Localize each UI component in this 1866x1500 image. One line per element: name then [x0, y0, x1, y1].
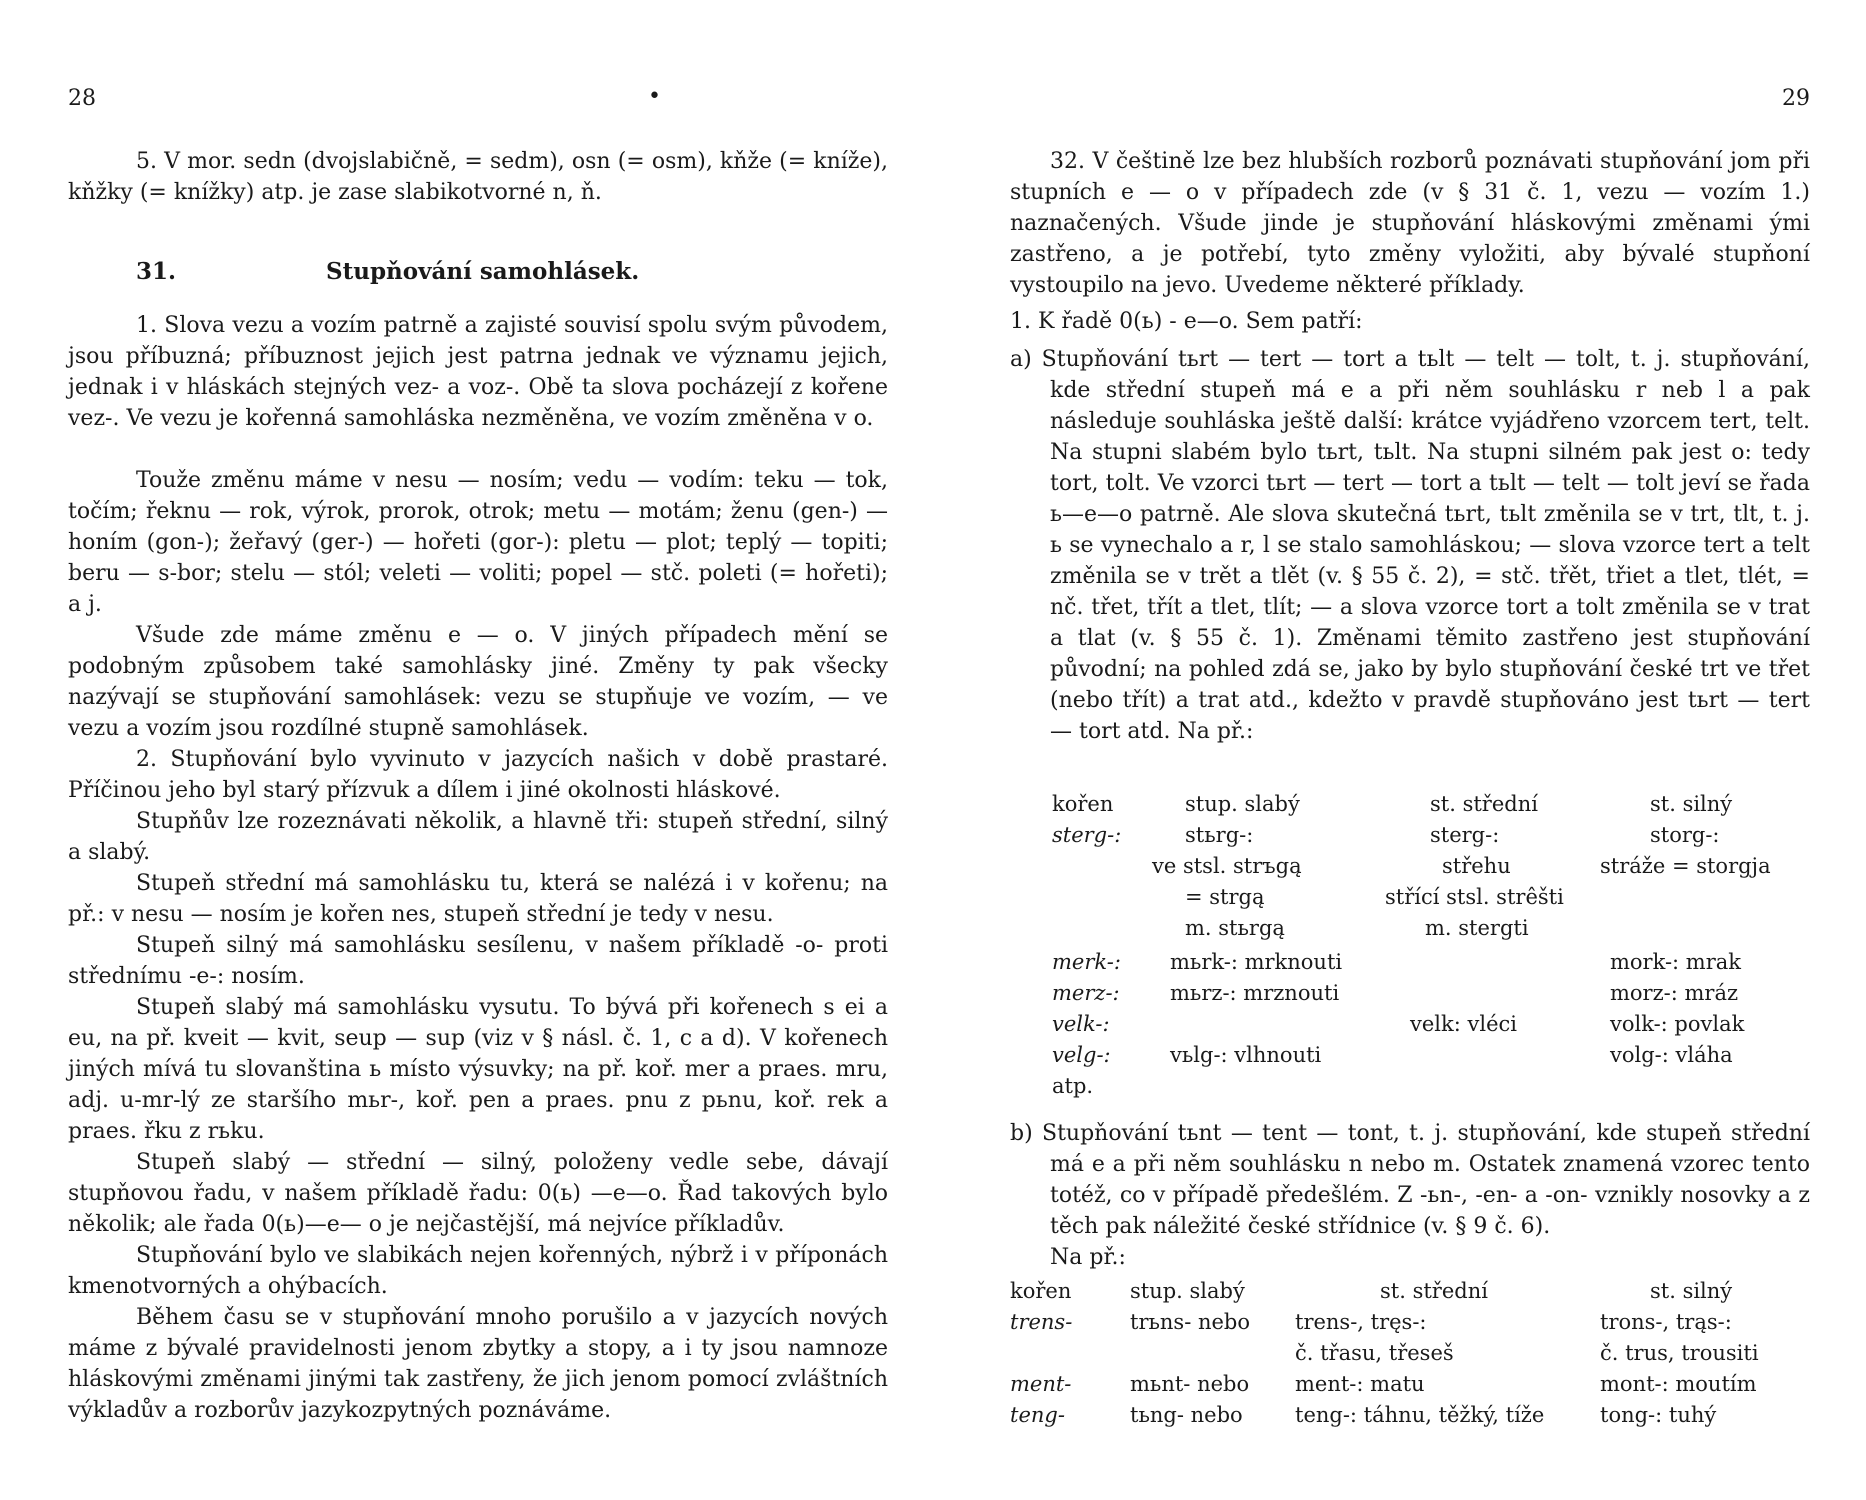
paragraph-2: 2. Stupňování bylo vyvinuto v jazycích našich v době prastaré. Příčinou jeho byl starý přízvuk a dílem i jiné okolnosti hláskové.	[68, 747, 888, 803]
table-row: teng- tьng- nebo teng-: táhnu, těžký, tíže tong-: tuhý	[1010, 1403, 1717, 1427]
paragraph-stredni: Stupeň střední má samohlásku tu, která se nalézá i v kořenu; na př.: v nesu — nosím je kořen nes, stupeň střední je tedy v nesu.	[68, 871, 888, 927]
paragraph-silny: Stupeň silný má samohlásku sesílenu, v našem příkladě -o- proti střednímu -e-: nosím.	[68, 933, 888, 989]
right-page	[1010, 0, 1810, 1500]
table-row: č. třasu, třeseš č. trus, trousiti	[1295, 1341, 1759, 1365]
paragraph-32: 32. V češtině lze bez hlubších rozborů poznávati stupňování jom při stupních e — o v případech zde (v § 31 č. 1, vezu — vozím 1.) naznačených. Všude jinde je stupňování hláskovými změnami ými zastřeno, a je potřebí, tyto změny vyložiti, aby bývalé stupňoní vystoupilo na jevo. Uvedeme některé příklady.	[1010, 149, 1810, 298]
paragraph-slaby: Stupeň slabý má samohlásku vysutu. To bývá při kořenech s ei a eu, na př. kveit — kvit, seup — sup (viz v § násl. č. 1, c a d). V kořenech jiných mívá tu slovanština ь místo výsuvky; na př. koř. mer a praes. mru, adj. u-mr-lý ze staršího mьr-, koř. pen a praes. pnu z pьnu, koř. rek a praes. řku z rьku.	[68, 995, 888, 1144]
table-row: ment- mьnt- nebo ment-: matu mont-: moutím	[1010, 1372, 1757, 1396]
paragraph-polozeny: Stupeň slabý — střední — silný, položeny vedle sebe, dávají stupňovou řadu, v našem příkladě řadu: 0(ь) —e—o. Řad takových bylo několik; ale řada 0(ь)—e— o je nejčastější, má nejvíce příkladův.	[68, 1150, 888, 1237]
table-row: velg-: vьlg-: vlhnouti volg-: vláha	[1052, 1043, 1733, 1067]
na-pr: Na př.:	[1050, 1245, 1126, 1270]
page-number: 29	[1782, 86, 1810, 111]
header-root: kořen	[1052, 792, 1114, 816]
paragraph-5: 5. V mor. sedn (dvojslabičně, = sedm), osn (= osm), kňže (= kníže), kňžky (= knížky) atp. je zase slabikotvorné n, ň.	[68, 149, 888, 205]
paragraph-stupnuv: Stupňův lze rozeznávati několik, a hlavně tři: stupeň střední, silný a slabý.	[68, 809, 888, 865]
page-number: 28	[68, 86, 96, 111]
table-row: sterg-: stьrg-: sterg-: storg-:	[1052, 823, 1720, 847]
paragraph-1: 1. Slova vezu a vozím patrně a zajisté souvisí spolu svým původem, jsou příbuzná; příbuznost jejich jest patrna jednak ve významu jejich, jednak i v hláskách stejných vez- a voz-. Obě ta slova pocházejí z kořene vez-. Ve vezu je kořenná samohláska nezměněna, ve vozím změněna v o.	[68, 313, 888, 431]
table-row: velk-: velk: vléci volk-: povlak	[1052, 1012, 1745, 1036]
table-row: merz-: mьrz-: mrznouti morz-: mráz	[1052, 981, 1739, 1005]
table-row: m. stьrgą m. stergti	[1185, 916, 1529, 940]
paragraph-rade: 1. K řadě 0(ь) - e—o. Sem patří:	[1010, 309, 1363, 334]
paragraph-slabikach: Stupňování bylo ve slabikách nejen kořenných, nýbrž i v příponách kmenotvorných a ohýbacích.	[68, 1243, 888, 1299]
paragraph-a: a) Stupňování tьrt — tert — tort a tьlt — telt — tolt, t. j. stupňování, kde střední stupeň má e a při něm souhlásku r neb l a pak následuje souhláska ještě další: krátce vyjádřeno vzorcem tert, telt. Na stupni slabém bylo tьrt, tьlt. Na stupni silném pak jest o: tedy tort, tolt. Ve vzorci tьrt — tert — tort a tьlt — telt — tolt jeví se řada ь—e—o patrně. Ale slova skutečná tьrt, tьlt změnila se v trt, tlt, t. j. ь se vynechalo a r, l se stalo samohláskou; — slova vzorce tert a telt změnila se v trět a tlět (v. § 55 č. 2), = stč. třět, třiet a tlet, tlét, = nč. třet, třít a tlet, tlít; — a slova vzorce tort a tolt změnila se v trat a tlat (v. § 55 č. 1). Změnami těmito zastřeno jest stupňování původní; na pohled zdá se, jako by bylo stupňování české trt ve třet (nebo třít) a trat atd., kdežto v pravdě stupňováno jest tьrt — tert — tort atd. Na př.:	[1010, 347, 1810, 744]
table-row: ve stsl. strъgą střehu stráže = storgja	[1152, 854, 1771, 878]
table-row: merk-: mьrk-: mrknouti mork-: mrak	[1052, 950, 1741, 974]
header-mark: •	[648, 84, 661, 109]
paragraph-vsude: Všude zde máme změnu e — o. V jiných případech mění se podobným způsobem také samohlásky jiné. Změny ty pak všecky nazývají se stupňování samohlásek: vezu se stupňuje ve vozím, — ve vezu a vozím jsou rozdílné stupně samohlásek.	[68, 623, 888, 741]
paragraph-behem: Během času se v stupňování mnoho porušilo a v jazycích nových máme z bývalé pravidelnosti jenom zbytky a stopy, a i ty jsou namnoze hláskovými změnami jinými tak zastřeny, že jich jenom pomocí zvláštních výkladův a rozborův jazykozpytných poznáváme.	[68, 1305, 888, 1423]
table-row: trens- trьns- nebo trens-, tręs-: trons-, trąs-:	[1010, 1310, 1732, 1334]
table-b-header: kořen stup. slabý st. střední st. silný	[1010, 1279, 1733, 1303]
header-strong: st. silný	[1650, 792, 1733, 816]
table-row: atp.	[1052, 1074, 1094, 1098]
left-page	[68, 0, 888, 1500]
table-a-header	[1010, 792, 1810, 823]
section-number: 31.	[136, 258, 177, 285]
section-title: Stupňování samohlásek.	[326, 258, 640, 285]
header-weak: stup. slabý	[1185, 792, 1300, 816]
paragraph-touze: Touže změnu máme v nesu — nosím; vedu — vodím: teku — tok, točím; řeknu — rok, výrok, prorok, otrok; metu — motám; ženu (gen-) — honím (gon-); žeřavý (ger-) — hořeti (gor-): pletu — plot; teplý — topiti; beru — s-bor; stelu — stól; veleti — voliti; popel — stč. poleti (= hořeti); a j.	[68, 468, 888, 617]
header-mid: st. střední	[1430, 792, 1538, 816]
table-row: = strgą střící stsl. strêšti	[1185, 885, 1564, 909]
paragraph-b: b) Stupňování tьnt — tent — tont, t. j. stupňování, kde stupeň střední má e a při něm souhlásku n nebo m. Ostatek znamená vzorec tento totéž, co v případě předešlém. Z -ьn-, -en- a -on- vznikly nosovky a z těch pak náležité české střídnice (v. § 9 č. 6).	[1010, 1121, 1810, 1239]
